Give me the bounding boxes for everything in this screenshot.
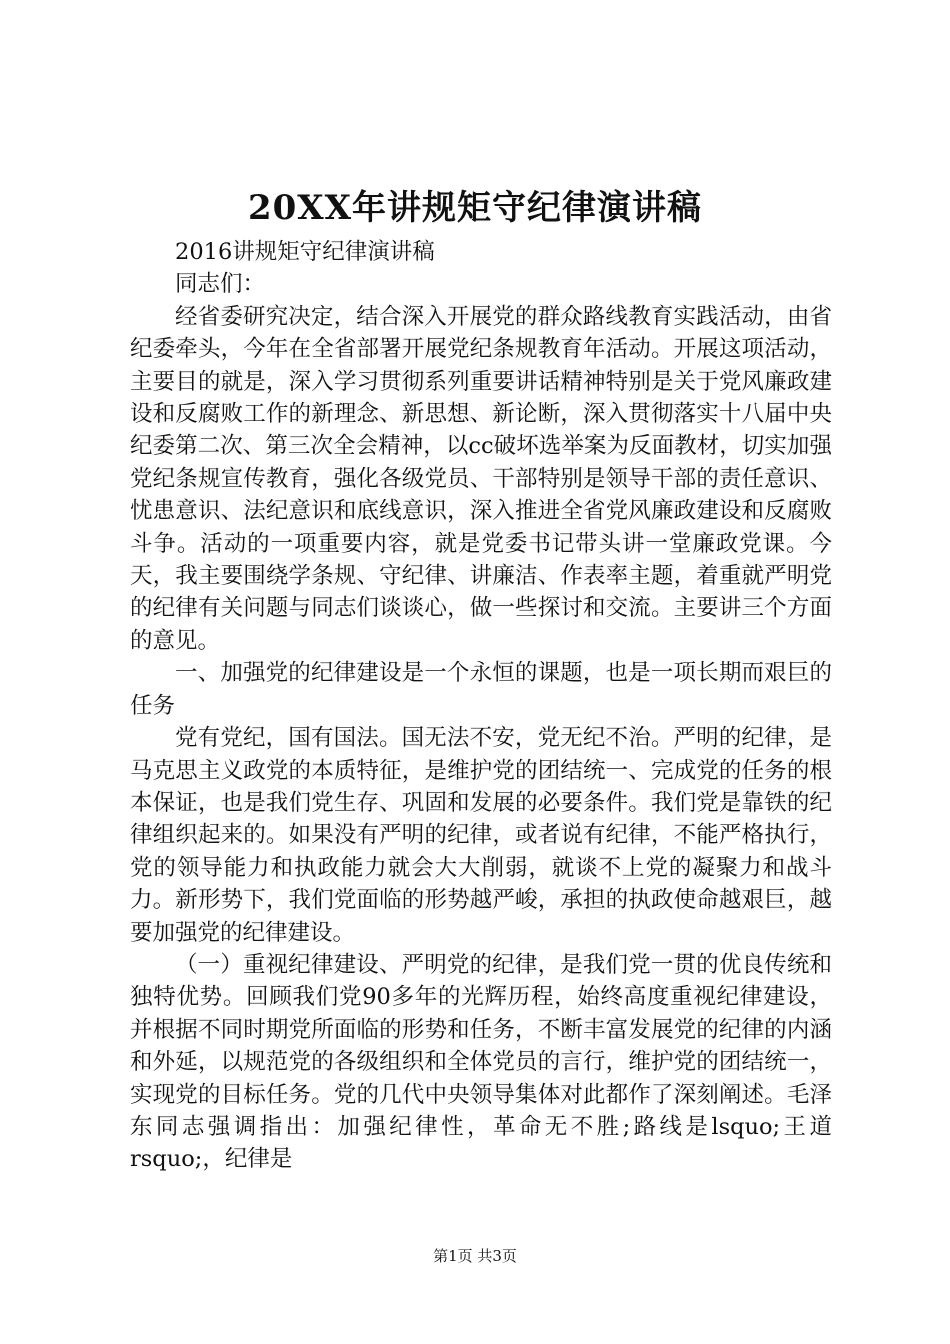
body-paragraph: 经省委研究决定，结合深入开展党的群众路线教育实践活动，由省纪委牵头，今年在全省部署开展党纪条规教育年活动。开展这项活动，主要目的就是，深入学习贯彻系列重要讲话精神特别是关于党风廉政建设和反腐败工作的新理念、新思想、新论断，深入贯彻落实十八届中央纪委第二次、第三次全会精神，以cc破坏选举案为反面教材，切实加强党纪条规宣传教育，强化各级党员、干部特别是领导干部的责任意识、忧患意识、法纪意识和底线意识，深入推进全省党风廉政建设和反腐败斗争。活动的一项重要内容，就是党委书记带头讲一堂廉政党课。今天，我主要围绕学条规、守纪律、讲廉洁、作表率主题，着重就严明党的纪律有关问题与同志们谈谈心，做一些探讨和交流。主要讲三个方面的意见。: [130, 303, 832, 654]
salutation-paragraph: 同志们：: [175, 271, 266, 298]
document-body: [130, 236, 832, 1176]
body-paragraph: （一）重视纪律建设、严明党的纪律，是我们党一贯的优良传统和独特优势。回顾我们党90多年的光辉历程，始终高度重视纪律建设，并根据不同时期党所面临的形势和任务，不断丰富发展党的纪律的内涵和外延，以规范党的各级组织和全体党员的言行，维护党的团结统一，实现党的目标任务。党的几代中央领导集体对此都作了深刻阐述。毛泽东同志强调指出：加强纪律性，革命无不胜;路线是lsquo;王道rsquo;，纪律是: [130, 951, 832, 1173]
subtitle-paragraph: 2016讲规矩守纪律演讲稿: [175, 239, 435, 265]
document-title: 20XX年讲规矩守纪律演讲稿: [247, 188, 703, 228]
section-heading: 一、加强党的纪律建设是一个永恒的课题，也是一项长期而艰巨的任务: [130, 660, 832, 719]
page-number: 第1页 共3页: [433, 1247, 517, 1265]
body-paragraph: 党有党纪，国有国法。国无法不安，党无纪不治。严明的纪律，是马克思主义政党的本质特征，是维护党的团结统一、完成党的任务的根本保证，也是我们党生存、巩固和发展的必要条件。我们党是靠铁的纪律组织起来的。如果没有严明的纪律，或者说有纪律，不能严格执行，党的领导能力和执政能力就会大大削弱，就谈不上党的凝聚力和战斗力。新形势下，我们党面临的形势越严峻，承担的执政使命越艰巨，越要加强党的纪律建设。: [130, 725, 832, 946]
